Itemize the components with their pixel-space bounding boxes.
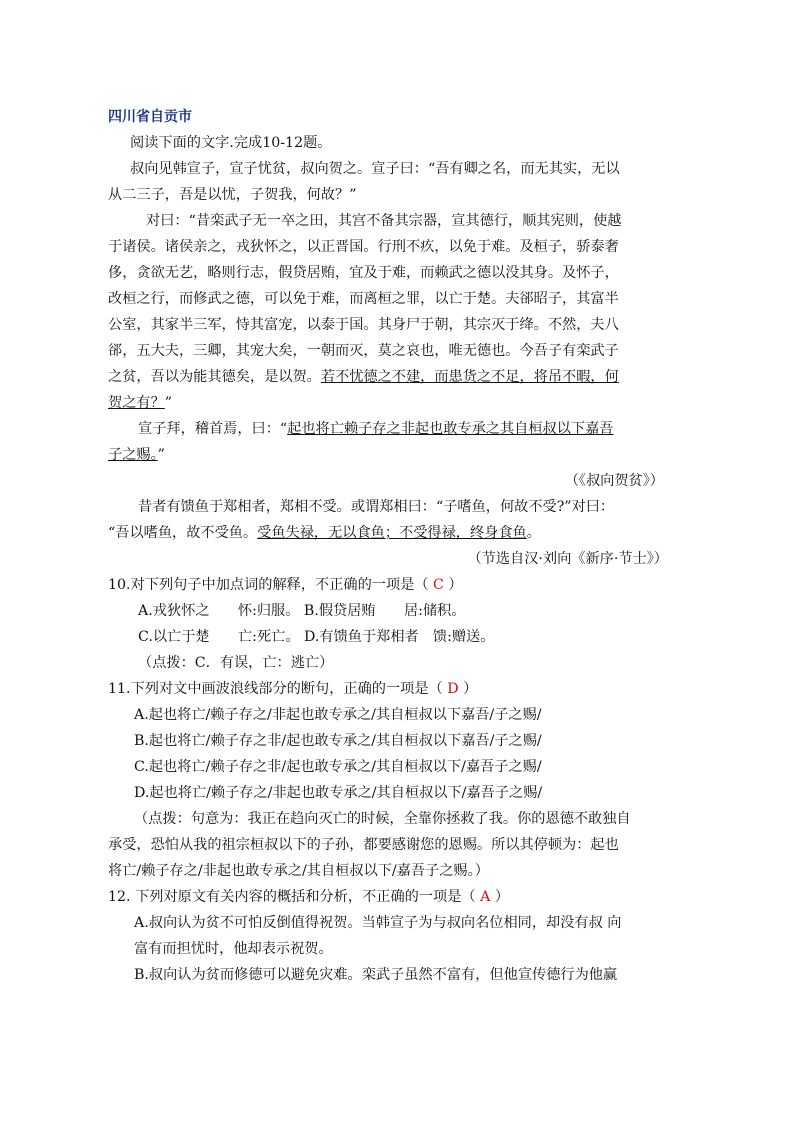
question-10: 10.对下列句子中加点词的解释，不正确的一项是（ C ） <box>108 577 463 593</box>
passage-line <box>108 364 698 390</box>
passage-line: 对曰：“昔栾武子无一卒之田，其宫不备其宗器，宣其德行，顺其宪则，使越 <box>146 213 622 229</box>
hint-line: （点拨：C．有误，亡：逃亡） <box>138 655 334 671</box>
wavy-underlined-text: 起也将亡赖子存之非起也敢专承之其自桓叔以下嘉吾 <box>287 421 614 437</box>
passage-line: 于诸侯。诸侯亲之，戎狄怀之，以正晋国。行刑不疚，以免于难。及桓子，骄泰奢 <box>108 239 619 255</box>
option-line: A.戎狄怀之 怀:归服。 B.假贷居贿 居:储积。 <box>138 603 466 619</box>
underlined-text: 贺之有？ <box>108 395 165 411</box>
document-page <box>108 104 698 988</box>
passage-line: 从二三子，吾是以忧，子贺我，何故？” <box>108 187 357 203</box>
passage-text: “吾以嗜鱼，故不受鱼。 <box>108 525 258 541</box>
option-line: B.起也将亡/赖子存之非/起也敢专承之/其自桓叔以下嘉吾/子之赐/ <box>134 733 542 749</box>
hint-line: （点拨：句意为：我正在趋向灭亡的时候，全靠你拯救了我。你的恩德不敢独自 <box>134 811 631 827</box>
option-line: D.起也将亡/赖子存之/非起也敢专承之/其自桓叔以下/嘉吾子之赐/ <box>134 785 543 801</box>
option-line: C.以亡于楚 亡:死亡。 D.有馈鱼于郑相者 馈:赠送。 <box>138 629 495 645</box>
answer-q10: C <box>433 577 444 593</box>
hint-line: 将亡/赖子存之/非起也敢专承之/其自桓叔以下/嘉吾子之赐。） <box>108 863 489 879</box>
option-line: A.起也将亡/赖子存之/非起也敢专承之/其自桓叔以下嘉吾/子之赐/ <box>134 707 542 723</box>
passage-line: 昔者有馈鱼于郑相者，郑相不受。或谓郑相曰：“子嗜鱼，何故不受?”对曰： <box>138 499 615 515</box>
passage-line <box>108 442 698 468</box>
option-line: A.叔向认为贫不可怕反倒值得祝贺。当韩宣子为与叔向名位相同，却没有叔 向 <box>134 915 622 931</box>
passage-text: ” <box>164 395 173 411</box>
passage-line: 改桓之行，而修武之德，可以免于难，而离桓之罪，以亡于楚。夫郤昭子，其富半 <box>108 291 619 307</box>
option-line: C.起也将亡/赖子存之非/起也敢专承之/其自桓叔以下/嘉吾子之赐/ <box>134 759 542 775</box>
passage-text: 。 <box>526 525 541 541</box>
passage-line: 侈，贪欲无艺，略则行志，假贷居贿，宜及于难，而赖武之德以没其身。及怀子， <box>108 265 619 281</box>
passage-line: 郤，五大夫，三卿，其宠大矣，一朝而灭，莫之哀也，唯无德也。今吾子有栾武子 <box>108 343 619 359</box>
intro-line: 阅读下面的文字.完成10-12题。 <box>130 135 332 151</box>
passage-text: ” <box>157 447 165 463</box>
passage-line: 叔向见韩宣子，宣子忧贫，叔向贺之。宣子曰：“吾有卿之名，而无其实，无以 <box>130 161 620 177</box>
answer-q12: A <box>480 889 491 905</box>
passage-line: 公室，其家半三军，恃其富宠，以泰于国。其身尸于朝，其宗灭于绛。不然，夫八 <box>108 317 619 333</box>
underlined-text: 受鱼失禄，无以食鱼；不受得禄，终身食鱼 <box>257 525 527 541</box>
underlined-text: 若不忧德之不建，而患货之不足，将吊不暇，何 <box>320 369 619 385</box>
passage-line <box>108 416 698 442</box>
passage-line <box>108 390 698 416</box>
option-line: B.叔向认为贫而修德可以避免灾难。栾武子虽然不富有，但他宣传德行为他赢 <box>134 967 618 983</box>
question-12: 12. 下列对原文有关内容的概括和分析，不正确的一项是（ A ） <box>108 889 510 905</box>
passage-text: 宣子拜，稽首焉，曰：“ <box>138 421 288 437</box>
region-title: 四川省自贡市 <box>108 109 192 125</box>
source-citation: （《叔向贺贫》） <box>564 473 664 489</box>
passage-line <box>108 520 698 546</box>
passage-text: 之贫，吾以为能其德矣，是以贺。 <box>108 369 321 385</box>
source-citation: （节选自汉·刘向《新序·节士》） <box>467 551 668 567</box>
question-11: 11.下列对文中画波浪线部分的断句，正确的一项是（ D ） <box>108 681 478 697</box>
answer-q11: D <box>447 681 459 697</box>
option-line: 富有而担忧时，他却表示祝贺。 <box>134 941 333 957</box>
wavy-underlined-text: 子之赐。 <box>108 447 158 463</box>
hint-line: 承受，恐怕从我的祖宗桓叔以下的子孙，都要感谢您的恩赐。所以其停顿为：起也 <box>108 837 619 853</box>
